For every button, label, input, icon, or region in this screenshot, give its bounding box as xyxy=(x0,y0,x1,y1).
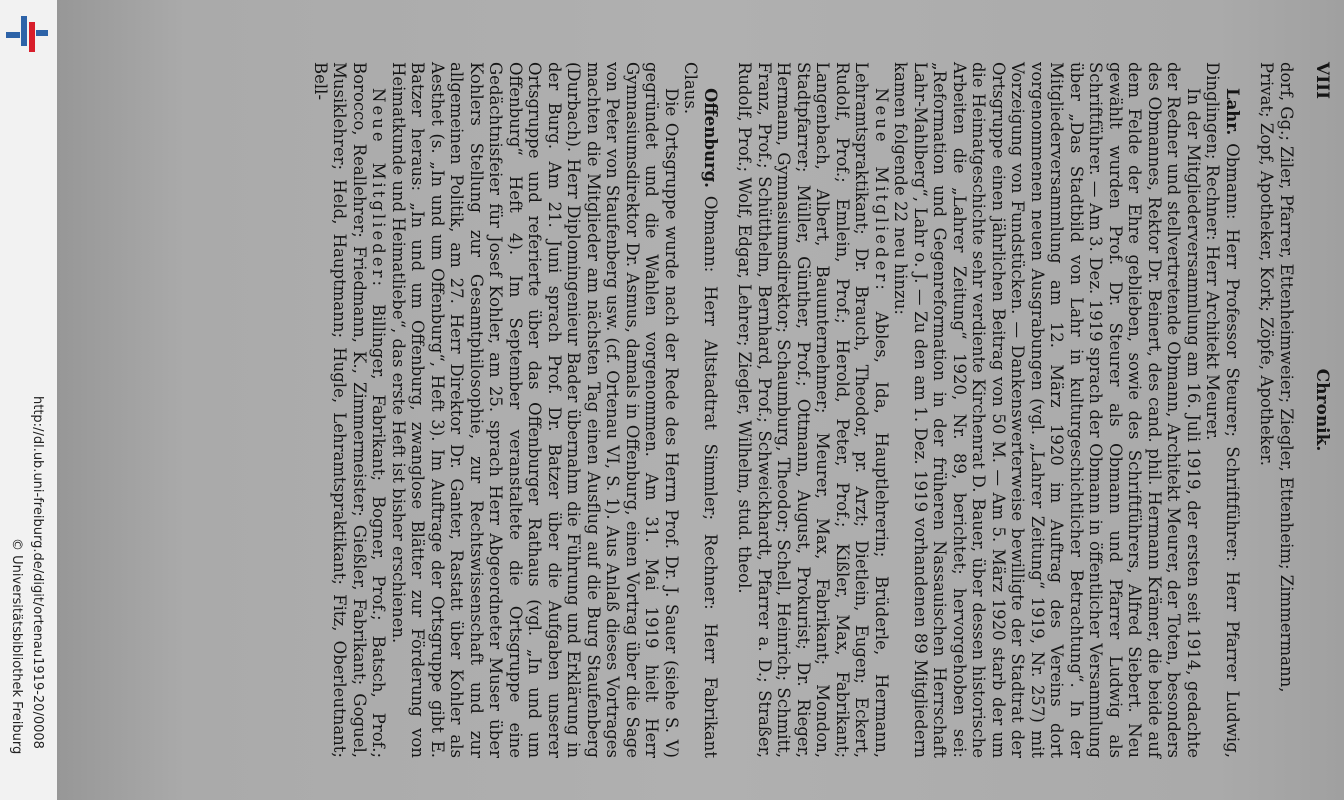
section-title-offenburg: Offenburg. xyxy=(701,88,720,188)
members-list: Billinger, Fabrikant; Bogner, Prof.; Batsch, Prof.; Borocco, Reallehrer; Friedmann, K., Zimmermeister; Gießler, Fabrikant; Goguel, Musiklehrer; Held, Hauptmann; Hugle, Lehramtspraktikant; Fitz, Oberleutnant; Bell- xyxy=(311,62,389,758)
library-logo-icon xyxy=(6,14,48,52)
copyright-notice: © Universitätsbibliothek Freiburg xyxy=(9,538,24,755)
members-label: Neue Mitglieder: xyxy=(872,88,891,293)
lahr-meeting-report: In der Mitgliederversammlung am 16. Juli 1919, der ersten seit 1914, gedachte der Redner und stellvertretende Obmann, Architekt Meurer, der Toten, besonders des Obmannes, Rektor Dr. Beinert, des cand. phil. Hermann Krämer, die beide auf dem Felde der Ehre geblieben, sowie des Schriftführers, Alfred Siebert. Neu gewählt wurden Prof. Dr. Steurer als Obmann und Pfarrer Ludwig als Schriftführer. — Am 3. Dez. 1919 sprach der Obmann in öffentlicher Versammlung über „Das Stadtbild von Lahr in kulturgeschichtlicher Betrachtung“. In der Mitgliederversammlung am 12. März 1920 im Auftrag des Vereins dort vorgenommenen neuen Ausgrabungen (vgl. „Lahrer Zeitung“ 1919, Nr. 257) mit Vorzeigung von Fundstücken. — Dankenswerterweise bewilligte der Stadtrat der Ortsgruppe einen jährlichen Beitrag von 50 M. — Am 5. März 1920 starb der um die Heimatgeschichte sehr verdiente Kirchenrat D. Bauer, über dessen historische Arbeiten die „Lahrer Zeitung“ 1920, Nr. 89, berichtet; hervorgehoben sei: „Reformation und Gegenreformation in der früheren Nassauischen Herrschaft Lahr-Mahlberg“, Lahr o. J. — Zu den am 1. Dez. 1919 vorhandenen 89 Mitgliedern kamen folgende 22 neu hinzu: xyxy=(891,62,1203,758)
lahr-new-members xyxy=(735,62,891,758)
section-title-lahr: Lahr. xyxy=(1223,88,1242,136)
offenburg-new-members xyxy=(311,62,389,758)
continuation-line: dorf, Gg.; Ziler, Pfarrer, Ettenheimweier; Ziegler, Ettenheim; Zimmermann, xyxy=(1277,62,1296,693)
members-list: Ables, Ida, Hauptlehrerin; Brüderle, Hermann, Lehramtspraktikant; Dr. Brauch, Theodor, pr. Arzt; Dietlein, Eugen; Eckert, Rudolf, Prof.; Emlein, Prof.; Herold, Peter, Prof.; Kißler, Max, Fabrikant; Langenbach, Albert, Bauunternehmer; Meurer, Max, Fabrikant; Mondon, Stadtpfarrer; Müller, Günther, Prof.; Ottmann, August, Prokurist; Dr. Rieger, Hermann, Gymnasiumsdirektor; Schaumburg, Theodor; Schell, Heinrich; Schmitt, Franz, Prof.; Schütthelm, Bernhard, Prof.; Schweickhardt, Pfarrer a. D.; Straßer, Rudolf, Prof.; Wolf, Edgar, Lehrer; Ziegler, Wilhelm, stud. theol. xyxy=(735,62,891,758)
members-label: Neue Mitglieder: xyxy=(369,88,389,290)
lahr-officers xyxy=(1203,62,1242,758)
offenburg-officers xyxy=(681,62,720,758)
continuation-line: Privat; Zopf, Apotheker, Kork; Zöpfe, Apotheker. xyxy=(1257,62,1277,466)
source-url: http://dl.ub.uni-freiburg.de/digit/ortenau1919-20/0008 xyxy=(30,396,45,749)
page-number: VIII xyxy=(1312,62,1332,100)
sidebar xyxy=(0,0,57,800)
running-head: Chronik. xyxy=(1312,368,1332,452)
offenburg-officers-text: Obmann: Herr Altstadtrat Simmler; Rechner: Herr Fabrikant Claus. xyxy=(681,62,720,758)
page-header xyxy=(1302,62,1332,758)
page-text xyxy=(232,0,1342,800)
scanned-page xyxy=(57,0,1344,800)
lahr-officers-text: Obmann: Herr Professor Steurer; Schriftführer: Herr Pfarrer Ludwig, Dinglingen; Rechner: Herr Architekt Meurer. xyxy=(1203,62,1242,758)
offenburg-report: Die Ortsgruppe wurde nach der Rede des Herrn Prof. Dr. J. Sauer (siehe S. V) gegründet und die Wahlen vorgenommen. Am 31. Mai 1919 hielt Herr Gymnasiumsdirektor Dr. Asmus, damals in Offenburg, einen Vortrag über die Sage von Peter von Staufenberg usw. (cf. Ortenau VI, S. 1). Aus Anlaß dieses Vortrages machten die Mitglieder am nächsten Tag einen Ausflug auf die Burg Staufenberg (Durbach). Herr Diplomingenieur Bader übernahm die Führung und Erklärung in der Burg. Am 21. Juni sprach Prof. Dr. Batzer über die Aufgaben unserer Ortsgruppe und referierte über das Offenburger Rathaus (vgl. „In und um Offenburg“ Heft 4). Im September veranstaltete die Ortsgruppe eine Gedächtnisfeier für Josef Kohler, am 25. sprach Herr Abgeordneter Muser über Kohlers Stellung zur Gesamtphilosophie, zur Rechtswissenschaft und zur allgemeinen Politik, am 27. Herr Direktor Dr. Ganter, Rastatt über Kohler als Aesthet (s. „In und um Offenburg“, Heft 3). Im Auftrage der Ortsgruppe gibt E. Batzer heraus: „In und um Offenburg, zwanglose Blätter zur Förderung von Heimatkunde und Heimatliebe“, das erste Heft ist bisher erschienen. xyxy=(389,62,681,758)
